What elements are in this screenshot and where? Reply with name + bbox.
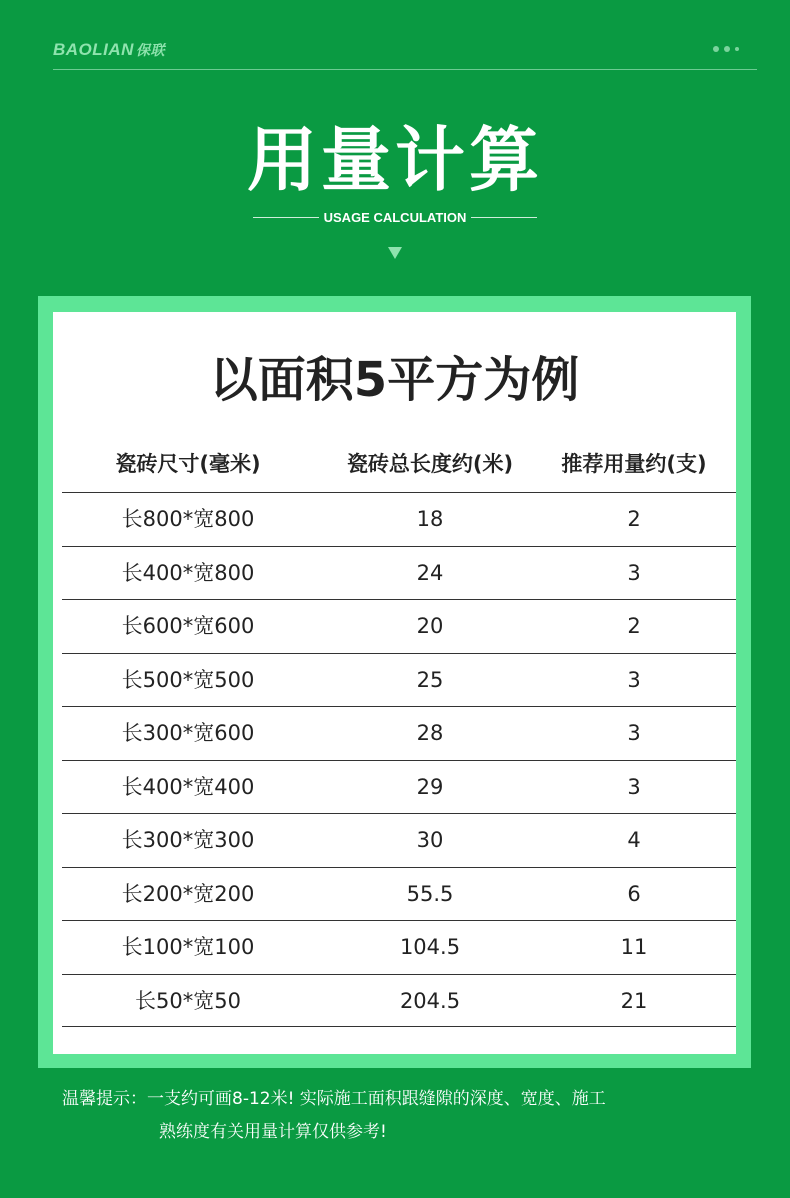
cell-quantity: 21 bbox=[620, 988, 648, 1013]
table-row bbox=[62, 599, 736, 653]
table-row bbox=[62, 653, 736, 707]
column-header-length: 瓷砖总长度约(米) bbox=[346, 452, 514, 476]
dot-icon bbox=[713, 46, 719, 52]
cell-length: 29 bbox=[416, 774, 444, 799]
table-row bbox=[62, 813, 736, 867]
subtitle-line-right bbox=[471, 217, 537, 218]
cell-length: 25 bbox=[416, 667, 444, 692]
brand-name-en: BAOLIAN bbox=[53, 40, 134, 59]
cell-quantity: 4 bbox=[627, 828, 641, 852]
page-title: 用量计算 bbox=[247, 119, 543, 201]
cell-quantity: 3 bbox=[627, 667, 641, 692]
cell-size: 长300*宽300 bbox=[121, 828, 255, 852]
cell-quantity: 11 bbox=[620, 935, 648, 959]
usage-card bbox=[53, 312, 736, 1054]
cell-size: 长400*宽400 bbox=[121, 774, 255, 799]
table-row bbox=[62, 760, 736, 814]
dot-icon bbox=[735, 47, 739, 51]
cell-size: 长300*宽600 bbox=[121, 721, 255, 745]
table-body bbox=[62, 492, 736, 1027]
cell-length: 104.5 bbox=[399, 935, 461, 959]
page-subtitle: USAGE CALCULATION bbox=[323, 209, 467, 225]
cell-length: 24 bbox=[416, 560, 444, 585]
header-divider bbox=[53, 69, 757, 70]
cell-size: 长500*宽500 bbox=[121, 667, 255, 692]
cell-quantity: 2 bbox=[627, 507, 641, 531]
cell-quantity: 3 bbox=[627, 560, 641, 585]
table-row bbox=[62, 706, 736, 760]
cell-size: 长400*宽800 bbox=[121, 560, 255, 585]
brand-logo bbox=[53, 40, 165, 60]
cell-size: 长50*宽50 bbox=[135, 988, 241, 1013]
cell-quantity: 6 bbox=[627, 881, 641, 906]
table-row bbox=[62, 867, 736, 921]
cell-size: 长600*宽600 bbox=[121, 614, 255, 638]
cell-size: 长200*宽200 bbox=[121, 881, 255, 906]
card-title: 以面积5平方为例 bbox=[209, 352, 580, 408]
subtitle-line-left bbox=[253, 217, 319, 218]
tip-line-2: 熟练度有关用量计算仅供参考! bbox=[159, 1122, 387, 1142]
table-row bbox=[62, 974, 736, 1028]
tip-note bbox=[62, 1083, 742, 1149]
table-header bbox=[62, 440, 736, 492]
cell-quantity: 2 bbox=[627, 614, 641, 638]
subtitle-row bbox=[253, 207, 537, 227]
brand-name-cn: 保联 bbox=[135, 42, 165, 58]
tip-line-1: 温馨提示：一支约可画8-12米! 实际施工面积跟缝隙的深度、宽度、施工 bbox=[62, 1089, 606, 1109]
cell-size: 长800*宽800 bbox=[121, 507, 255, 531]
table-row bbox=[62, 920, 736, 974]
pagination-dots-icon bbox=[713, 46, 739, 52]
cell-length: 20 bbox=[416, 614, 444, 638]
cell-size: 长100*宽100 bbox=[121, 935, 255, 959]
dot-icon bbox=[724, 46, 730, 52]
cell-length: 28 bbox=[416, 721, 444, 745]
top-bar bbox=[53, 40, 757, 70]
cell-length: 204.5 bbox=[399, 988, 461, 1013]
cell-length: 18 bbox=[416, 507, 444, 531]
cell-length: 30 bbox=[416, 828, 444, 852]
column-header-size: 瓷砖尺寸(毫米) bbox=[115, 452, 261, 476]
cell-quantity: 3 bbox=[627, 721, 641, 745]
down-arrow-icon bbox=[388, 247, 402, 259]
table-row bbox=[62, 546, 736, 600]
cell-length: 55.5 bbox=[406, 881, 454, 906]
column-header-quantity: 推荐用量约(支) bbox=[561, 452, 707, 476]
table-row bbox=[62, 492, 736, 546]
cell-quantity: 3 bbox=[627, 774, 641, 799]
